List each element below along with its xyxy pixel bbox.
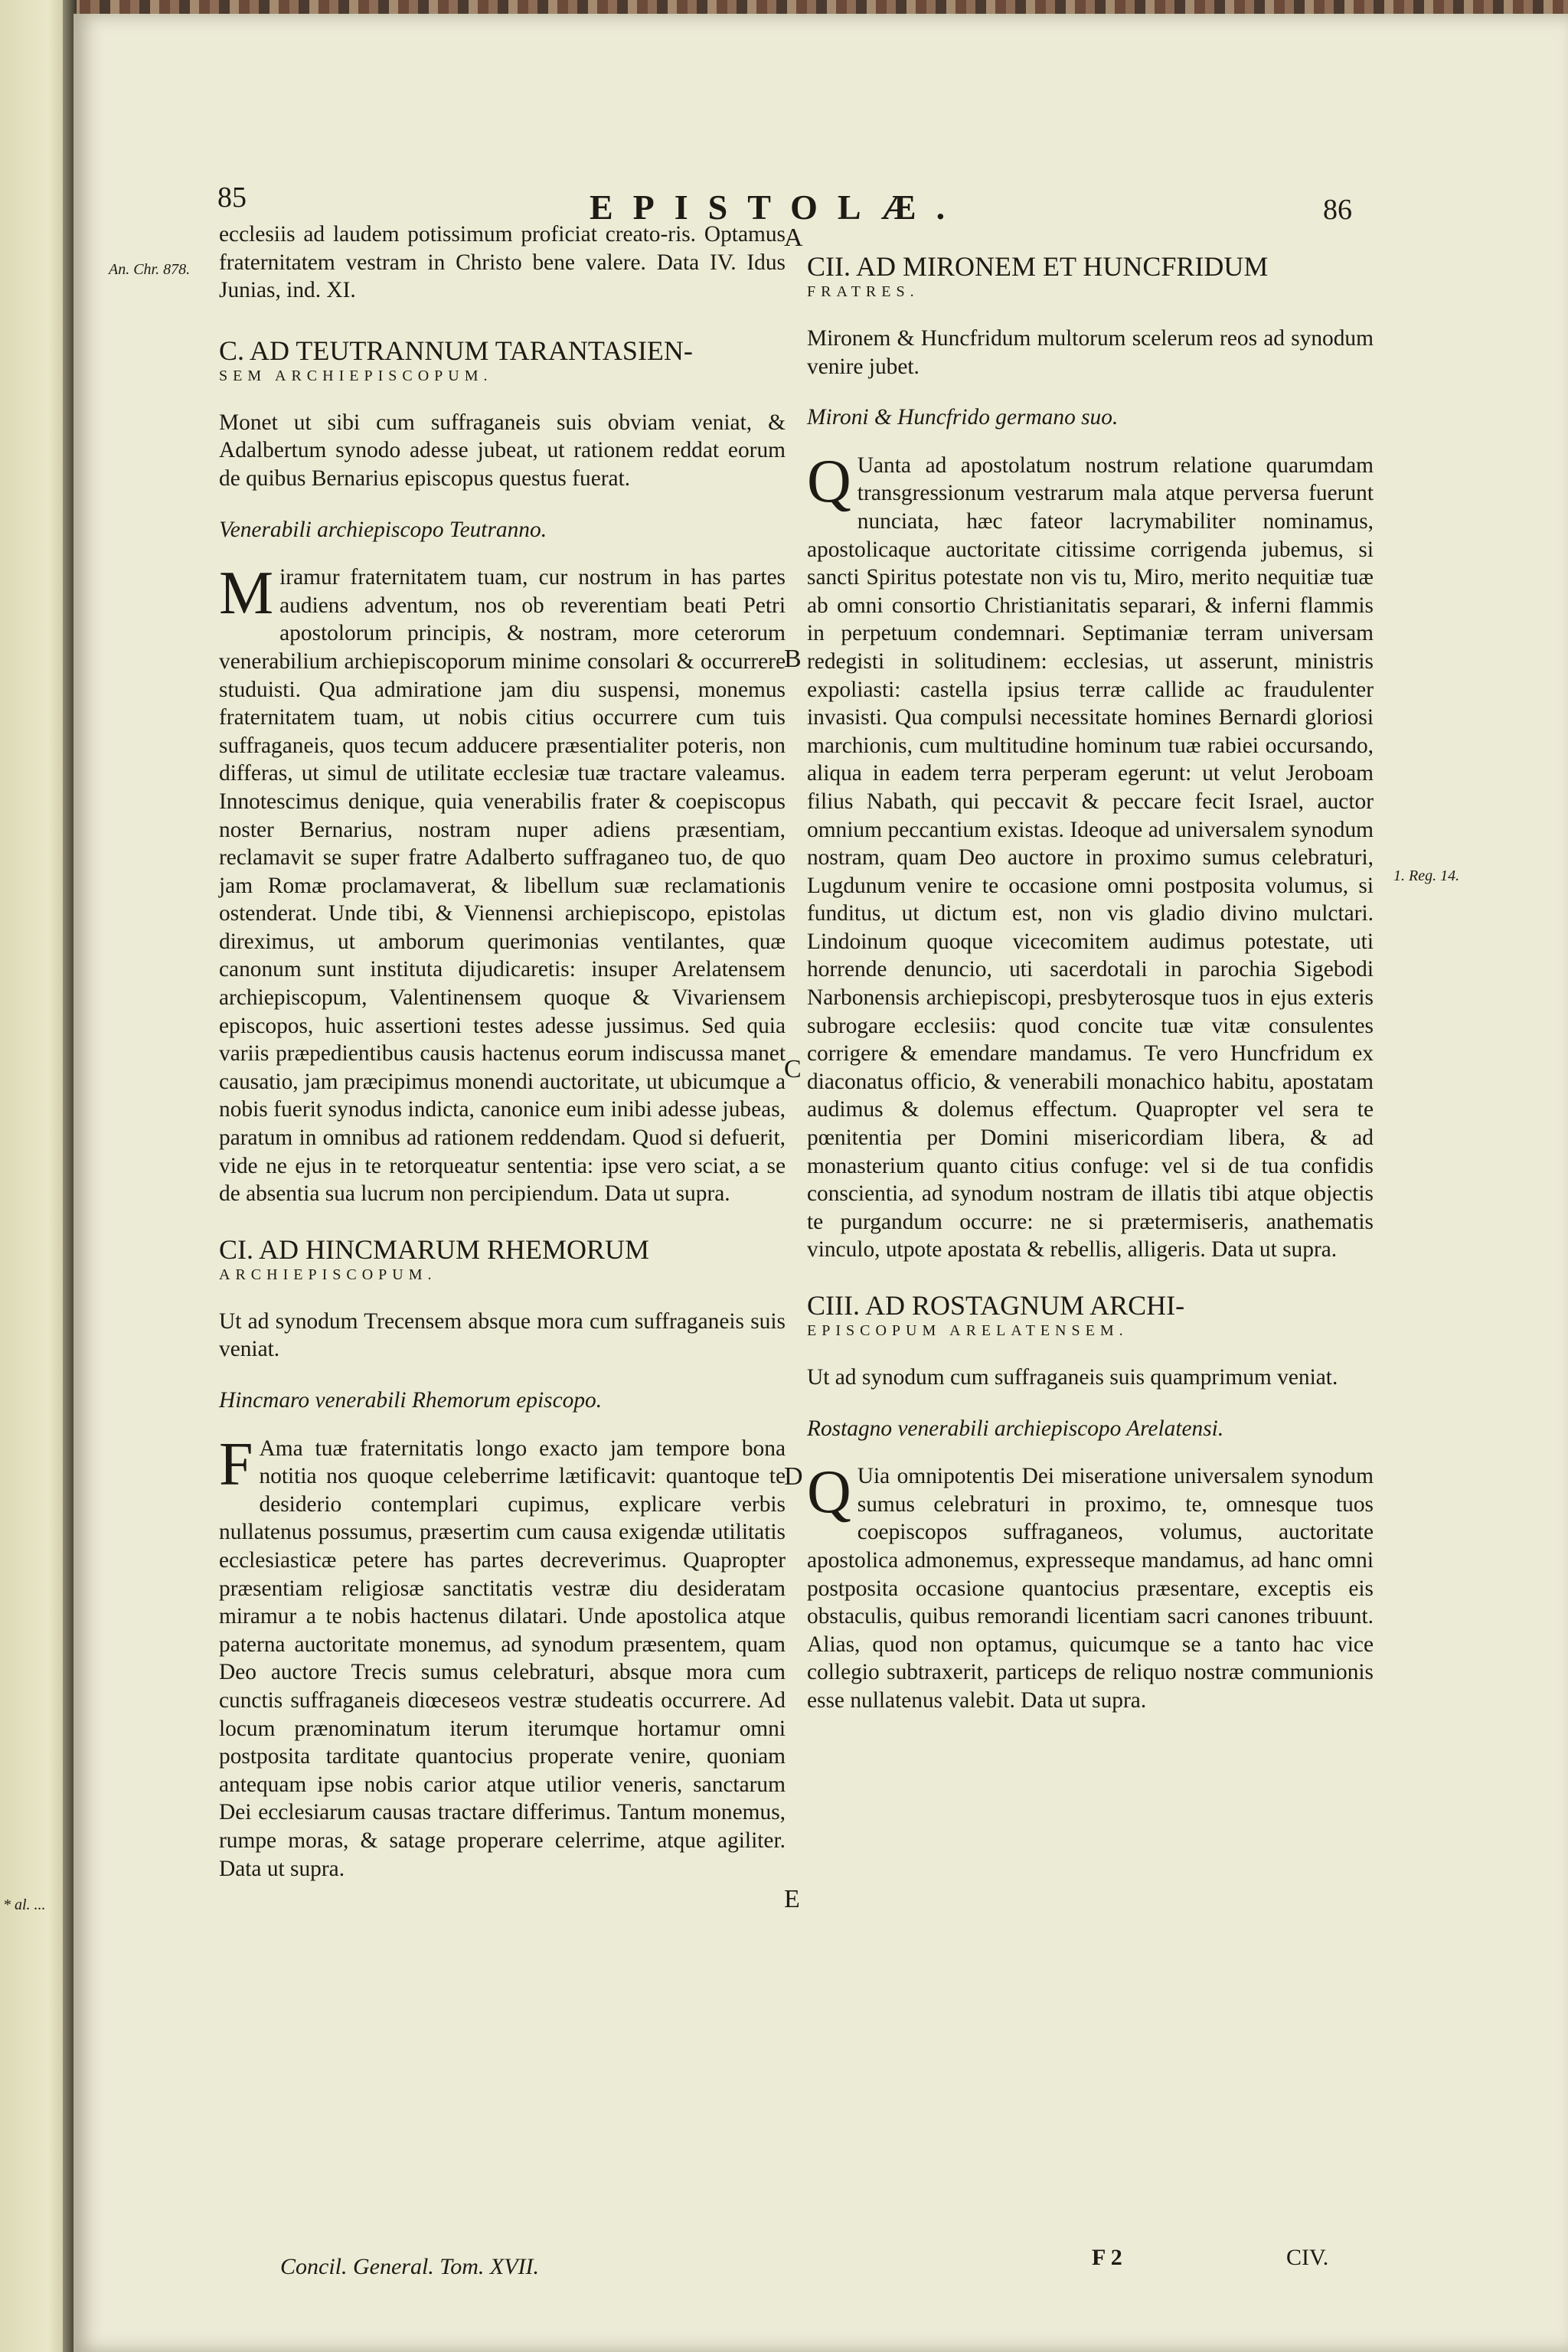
right-column: [807, 251, 1374, 1715]
running-title: EPISTOLÆ.: [590, 188, 965, 227]
letter-ci-body-text: Ama tuæ fraternitatis longo exacto jam tempore bona notitia nos quoque celeberrime lætificavit: quantoque te desiderio contemplari cupimus, explicare verbis nullatenus possumus, præsertim cum causa exigendæ utilitatis ecclesiasticæ petere has partes decreverimus. Quapropter præsentiam religiosæ sanctitatis vestræ diu desideratam miramur a te nobis hactenus dilatari. Unde apostolica atque paterna auctoritate monemus, ad synodum præsentem, quam Deo auctore Trecis sumus celebraturi, absque mora cum cunctis suffraganeis diœceseos vestræ studeatis occurrere. Ad locum prænominatum iterum iterumque hortamur omni postposita tarditate quantocius properate venire, quoniam antequam ipse nobis carior atque utilior veneris, sanctarum Dei ecclesiarum causas tractare differimus. Tantum monemus, rumpe moras, & satage properare celerrime, atque agiliter. Data ut supra.: [219, 1436, 786, 1881]
letter-ci-heading-main: CI. AD HINCMARUM RHEMORUM: [219, 1233, 650, 1265]
letter-ciii-heading: [807, 1290, 1374, 1341]
section-letter-d: D: [784, 1462, 803, 1491]
letter-ciii-heading-sub: EPISCOPUM ARELATENSEM.: [807, 1322, 1129, 1339]
letter-cii-body: [807, 447, 1374, 1264]
letter-ci-address: Hincmaro venerabili Rhemorum episcopo.: [219, 1388, 603, 1413]
letter-ciii-body-text: Uia omnipotentis Dei miseratione universalem synodum sumus celebraturi in proximo, te, omnesque tuos coepiscopos suffraganeos, volumus, auctoritate apostolica admonemus, expresseque mandamus, ad hanc omni postposita occasione quantocius præsentare, exceptis eis obstaculis, quibus remorandi licentiam sacri canones tribuunt. Alias, quod non optamus, quicumque se a tanto hac vice collegio subtraxerit, particeps de reliquo nostræ communionis esse nullatenus valebit. Data ut supra.: [807, 1464, 1374, 1713]
letter-c-heading-sub: SEM ARCHIEPISCOPUM.: [219, 367, 493, 384]
letter-ci-heading-sub: ARCHIEPISCOPUM.: [219, 1266, 437, 1283]
section-letter-c: C: [784, 1055, 802, 1083]
section-letter-a: A: [784, 224, 803, 252]
margin-note-year: An. Chr. 878.: [109, 261, 191, 278]
letter-cii-heading-sub: FRATRES.: [807, 283, 920, 300]
page-number-left: 85: [217, 181, 247, 214]
letter-cii-heading-main: CII. AD MIRONEM ET HUNCFRIDUM: [807, 251, 1269, 282]
letter-c-summary: Monet ut sibi cum suffraganeis suis obviam veniat, & Adalbertum synodo adesse jubeat, ut rationem reddat eorum de quibus Bernarius episcopus questus fuerat.: [219, 410, 786, 491]
page-number-right: 86: [1323, 194, 1352, 226]
letter-ciii-dropcap: Q: [807, 1459, 851, 1527]
letter-c-heading-main: C. AD TEUTRANNUM TARANTASIEN-: [219, 335, 693, 366]
letter-ci-dropcap: F: [219, 1430, 253, 1498]
letter-ciii-summary: Ut ad synodum cum suffraganeis suis quamprimum veniat.: [807, 1365, 1338, 1390]
section-letter-b: B: [784, 645, 802, 673]
letter-ciii-address: Rostagno venerabili archiepiscopo Arelatensi.: [807, 1416, 1224, 1441]
intro-paragraph: ecclesiis ad laudem potissimum proficiat creato-ris. Optamus fraternitatem vestram in Christo bene valere. Data IV. Idus Junias, ind. XI.: [219, 222, 786, 303]
letter-cii-heading: [807, 251, 1374, 302]
letter-ci-summary: Ut ad synodum Trecensem absque mora cum suffraganeis suis veniat.: [219, 1308, 786, 1362]
letter-cii-address: Mironi & Huncfrido germano suo.: [807, 405, 1119, 430]
letter-c-body: [219, 560, 786, 1208]
letter-cii-body-text: Uanta ad apostolatum nostrum relatione quarumdam transgressionum vestrarum mala atque perversa fuerunt nunciata, hæc fateor lacrymabiliter nominamus, apostolicaque auctoritate citissime corrigenda jubemus, si sancti Spiritus potestate non vis tu, Miro, merito nequitiæ tuæ ab omni consortio Christianitatis separari, & inferni flammis in perpetuum condemnari. Septimaniæ terram universam redegisti in solitudinem: ecclesias, ut asserunt, ministris expoliasti: castella ipsius terræ callide ac fraudulenter invasisti. Qua compulsi necessitate homines Bernardi gloriosi marchionis, cum multitudine hominum tuæ rabiei occursando, aliqua in eadem terra perperam egerunt: ut velut Jeroboam filius Nabath, qui peccavit & peccare fecit Israel, auctor omnium peccantium existas. Ideoque ad universalem synodum nostram, quam Deo auctore in proximo sumus celebraturi, Lugdunum venire te occasione omni postposita volumus, si funditus, ut dictum est, non vis gladio divino mulctari. Lindoinum quoque vicecomitem audimus potestate, uti horrende denuncio, uti sacerdotali in parochia Sigebodi Narbonensis archiepiscopi, presbyterosque tuos in ejus exteris subrogare ecclesiis: quod concite tuæ vitæ consulentes corrigere & emendare mandamus. Te vero Huncfridum ex diaconatus officio, & venerabili monachico habitu, apostatam audimus & dolemus effectum. Quapropter vel sera te pœnitentia per Domini misericordiam libera, & ad monasterium quanto citius confuge: vel si de tua confidis conscientia, ad synodum nostram de illatis tibi atque objectis te purgandum occurre: ne si prætermiseris, anathematis vinculo, utpote apostata & rebellis, alligeris. Data ut supra.: [807, 452, 1374, 1263]
letter-c-dropcap: M: [219, 560, 274, 628]
margin-note-variant: * al. ...: [3, 1896, 46, 1913]
letter-ci-heading: [219, 1234, 786, 1285]
section-letter-e: E: [784, 1885, 800, 1913]
footer-signature-center: F 2: [1092, 2245, 1122, 2270]
letter-ciii-heading-main: CIII. AD ROSTAGNUM ARCHI-: [807, 1290, 1185, 1321]
footer-signature-left: Concil. General. Tom. XVII.: [280, 2254, 540, 2279]
letter-ci-body: [219, 1430, 786, 1883]
previous-page-edge: [0, 0, 69, 2352]
letter-c-address: Venerabili archiepiscopo Teutranno.: [219, 517, 547, 542]
left-column: [219, 220, 786, 1883]
letter-ciii-body: [807, 1459, 1374, 1714]
letter-cii-summary: Mironem & Huncfridum multorum scelerum reos ad synodum venire jubet.: [807, 326, 1374, 379]
letter-c-body-text: iramur fraternitatem tuam, cur nostrum in has partes audiens adventum, nos ob reverentiam beati Petri apostolorum principis, & nostram, more ceterorum venerabilium archiepiscoporum minime consolari & occurrere studuisti. Qua admiratione jam diu suspensi, monemus fraternitatem tuam, ut nobis citius occurrere cum tuis suffraganeis, quos tecum adducere præsentialiter poteris, non differas, ut simul de utilitate ecclesiæ tuæ tractare valeamus. Innotescimus denique, quia venerabilis frater & coepiscopus noster Bernarius, nostram nuper adiens præsentiam, reclamavit se super fratre Adalberto suffraganeo tuo, de quo jam Romæ proclamaverat, & libellum suæ reclamationis ostenderat. Unde tibi, & Viennensi archiepiscopo, epistolas direximus, ut amborum querimonias ventilantes, quæ canonum sunt instituta dijudicaretis: insuper Arelatensem archiepiscopum, Valentinensem quoque & Vivariensem episcopos, huic assertioni testes adesse jussimus. Sed quia variis præpedientibus causis hactenus eorum indiscussa manet causatio, jam præcipimus monendi auctoritate, ut ubicumque a nobis fuerit synodus indicta, canonice eum inibi adesse jubeas, paratum in omnibus ad rationem reddendam. Quod si defuerit, vide ne ejus in te retorqueatur sententia: ipse vero sciat, a se de absentia sua lucrum non percipiendum. Data ut supra.: [219, 565, 786, 1207]
footer-catchword: CIV.: [1286, 2245, 1329, 2270]
margin-note-reference: 1. Reg. 14.: [1393, 867, 1460, 884]
letter-cii-dropcap: Q: [807, 447, 851, 515]
letter-c-heading: [219, 335, 786, 386]
